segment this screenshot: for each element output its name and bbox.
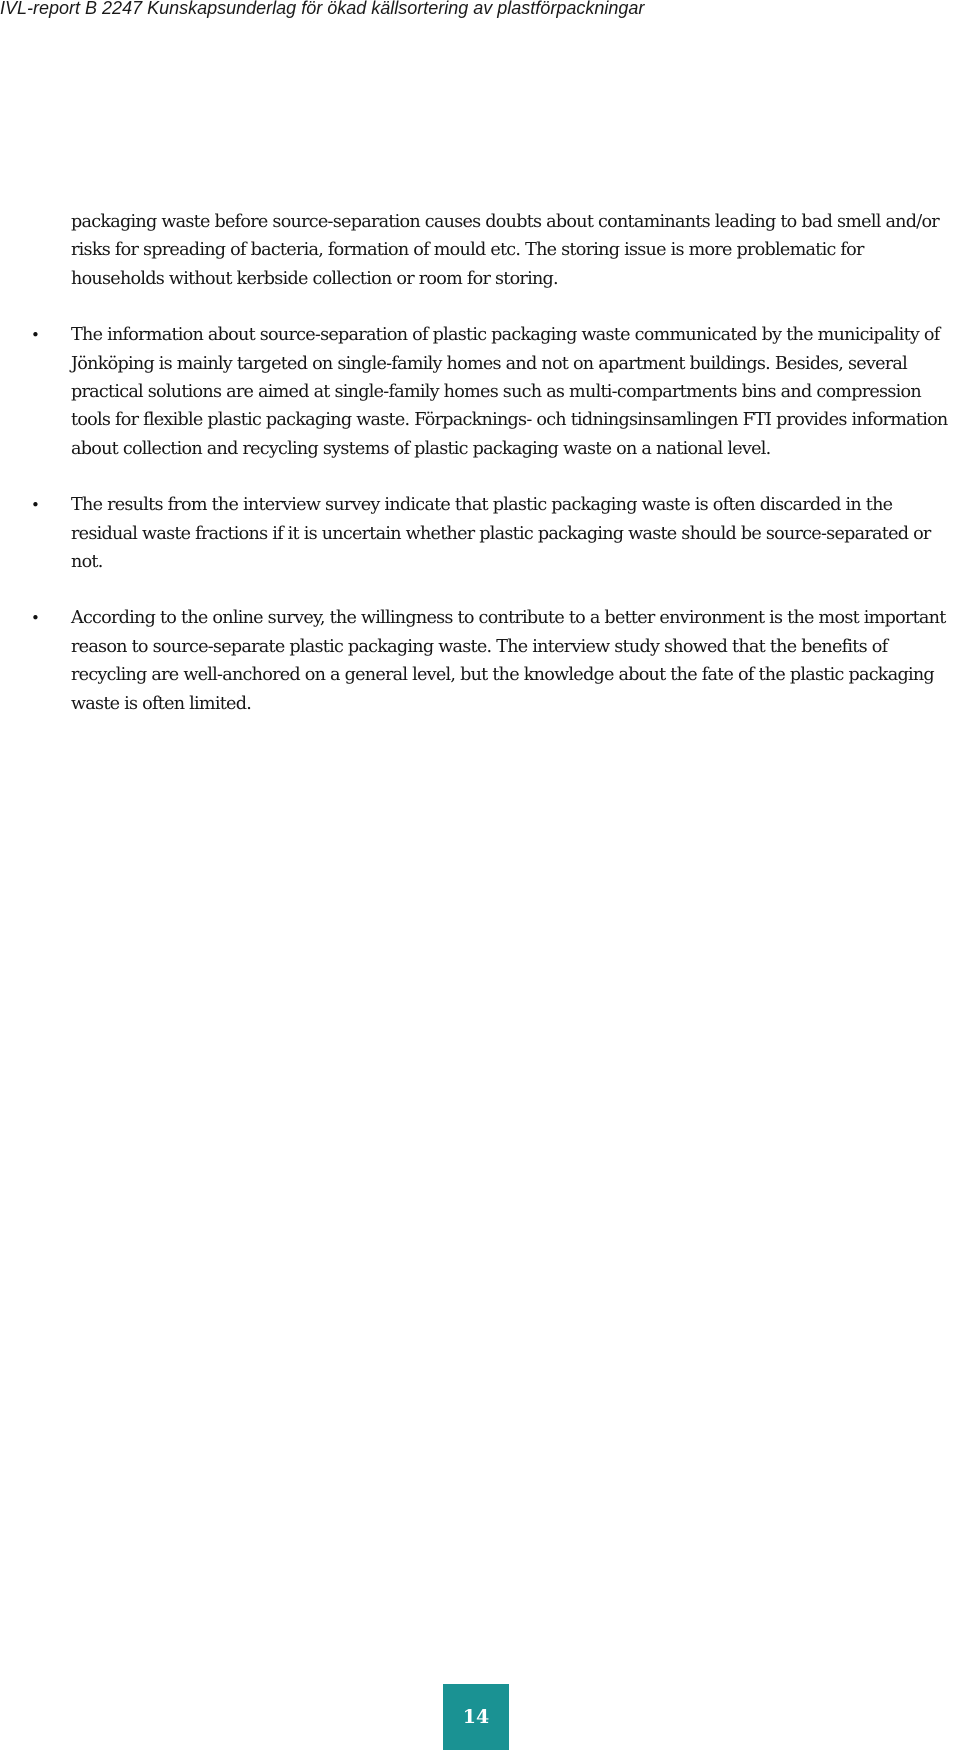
bullet-icon: •: [31, 326, 40, 345]
page-number-badge: [443, 1684, 509, 1750]
page-number: 14: [462, 1706, 490, 1728]
running-header: IVL-report B 2247 Kunskapsunderlag för ökad källsortering av plastförpackningar: [0, 0, 645, 18]
list-item-text: The results from the interview survey indicate that plastic packaging waste is often discarded in the residual waste fractions if it is uncertain whether plastic packaging waste should be source-separated or not.: [71, 495, 931, 573]
main-content: [31, 208, 960, 746]
bullet-icon: •: [31, 609, 40, 628]
bullet-list: [31, 321, 960, 718]
bullet-icon: •: [31, 496, 40, 515]
continuation-paragraph: packaging waste before source-separation causes doubts about contaminants leading to bad smell and/or risks for spreading of bacteria, formation of mould etc. The storing issue is more problematic for households without kerbside collection or room for storing.: [71, 212, 939, 289]
list-item-text: The information about source-separation of plastic packaging waste communicated by the municipality of Jönköping is mainly targeted on single-family homes and not on apartment buildings. Besides, several practical solutions are aimed at single-family homes such as multi-compartments bins and compression tools for flexible plastic packaging waste. Förpacknings- och tidningsinsamlingen FTI provides information about collection and recycling systems of plastic packaging waste on a national level.: [71, 325, 948, 459]
list-item: [31, 604, 960, 718]
list-item: [31, 321, 960, 463]
list-item: [31, 491, 960, 576]
list-item-text: According to the online survey, the willingness to contribute to a better environment is the most important reason to source-separate plastic packaging waste. The interview study showed that the benefits of recycling are well-anchored on a general level, but the knowledge about the fate of the plastic packaging waste is often limited.: [71, 608, 946, 714]
